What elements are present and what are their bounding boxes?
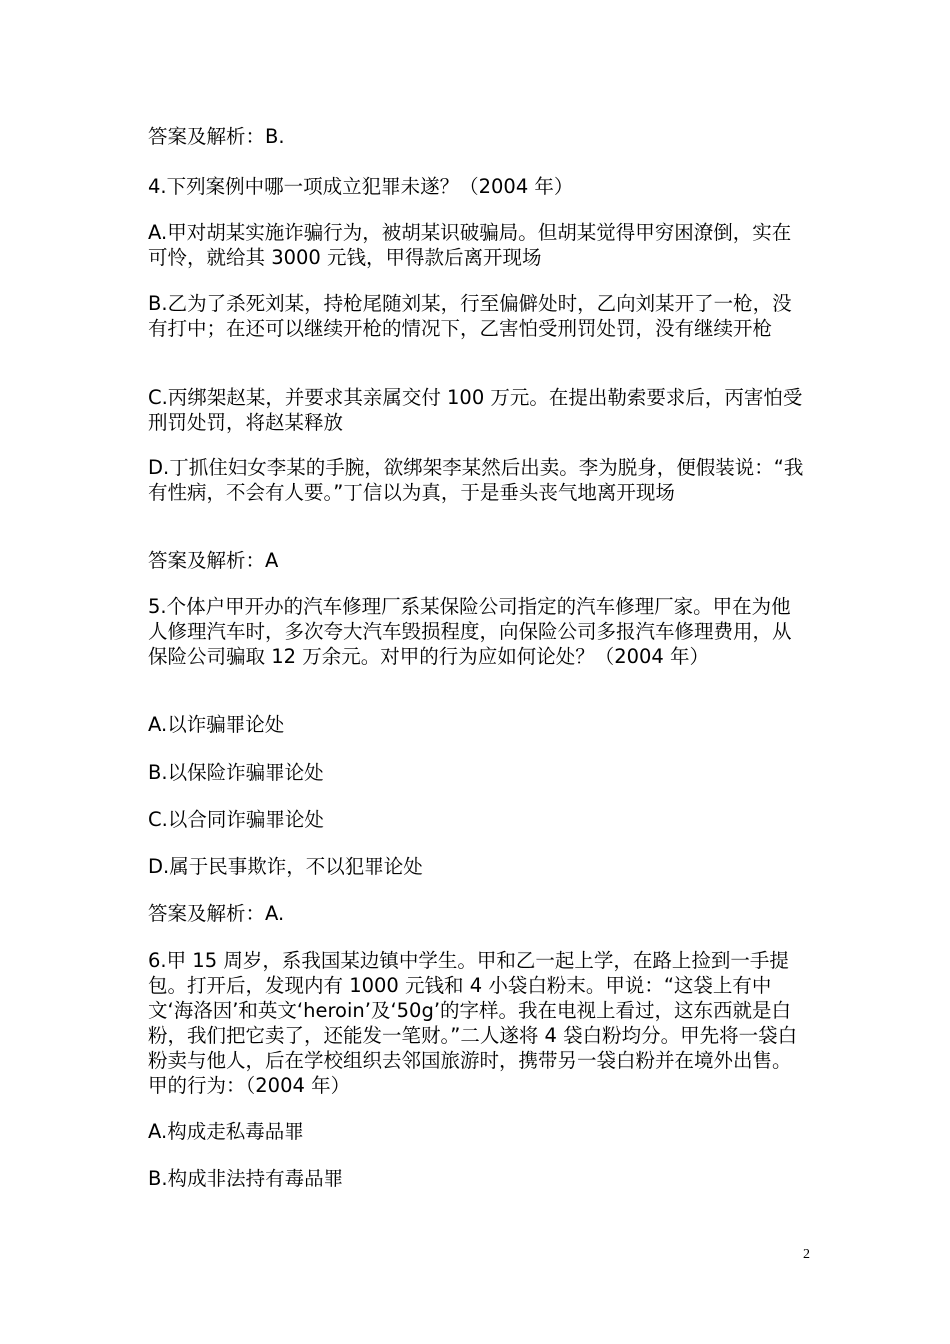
question-5-option-d: D.属于民事欺诈，不以犯罪论处 [148, 855, 423, 878]
page-number: 2 [803, 1247, 810, 1262]
question-4-option-d: D.丁抓住妇女李某的手腕，欲绑架李某然后出卖。李为脱身，便假装说：“我有性病，不会有人要。”丁信以为真，于是垂头丧气地离开现场 [148, 456, 804, 504]
question-6-option-b: B.构成非法持有毒品罪 [148, 1167, 344, 1190]
question-4-option-c: C.丙绑架赵某，并要求其亲属交付 100 万元。在提出勒索要求后，丙害怕受刑罚处罚，将赵某释放 [148, 386, 803, 434]
answer-paragraph: 答案及解析：B. [148, 125, 285, 148]
question-5-stem: 5.个体户甲开办的汽车修理厂系某保险公司指定的汽车修理厂家。甲在为他人修理汽车时，多次夸大汽车毁损程度，向保险公司多报汽车修理费用，从保险公司骗取 12 万余元。对甲的行为应如何论处？（2004 年） [148, 595, 792, 668]
answer-paragraph: 答案及解析：A [148, 549, 279, 572]
question-4-option-a: A.甲对胡某实施诈骗行为，被胡某识破骗局。但胡某觉得甲穷困潦倒，实在可怜，就给其 3000 元钱，甲得款后离开现场 [148, 221, 792, 269]
question-6-stem: 6.甲 15 周岁，系我国某边镇中学生。甲和乙一起上学，在路上捡到一手提包。打开后，发现内有 1000 元钱和 4 小袋白粉末。甲说：“这袋上有中文‘海洛因’和英文‘heroin’及‘50g’的字样。我在电视上看过，这东西就是白粉，我们把它卖了，还能发一笔财。”二人遂将 4 袋白粉均分。甲先将一袋白粉卖与他人，后在学校组织去邻国旅游时，携带另一袋白粉并在境外出售。甲的行为：（2004 年） [148, 949, 798, 1097]
question-5-option-b: B.以保险诈骗罪论处 [148, 761, 324, 784]
question-5-option-c: C.以合同诈骗罪论处 [148, 808, 324, 831]
question-4-option-b: B.乙为了杀死刘某，持枪尾随刘某，行至偏僻处时，乙向刘某开了一枪，没有打中；在还可以继续开枪的情况下，乙害怕受刑罚处罚，没有继续开枪 [148, 292, 792, 340]
question-6-option-a: A.构成走私毒品罪 [148, 1120, 304, 1143]
question-4-stem: 4.下列案例中哪一项成立犯罪未遂？（2004 年） [148, 175, 574, 198]
question-5-option-a: A.以诈骗罪论处 [148, 713, 285, 736]
answer-paragraph: 答案及解析：A. [148, 902, 285, 925]
